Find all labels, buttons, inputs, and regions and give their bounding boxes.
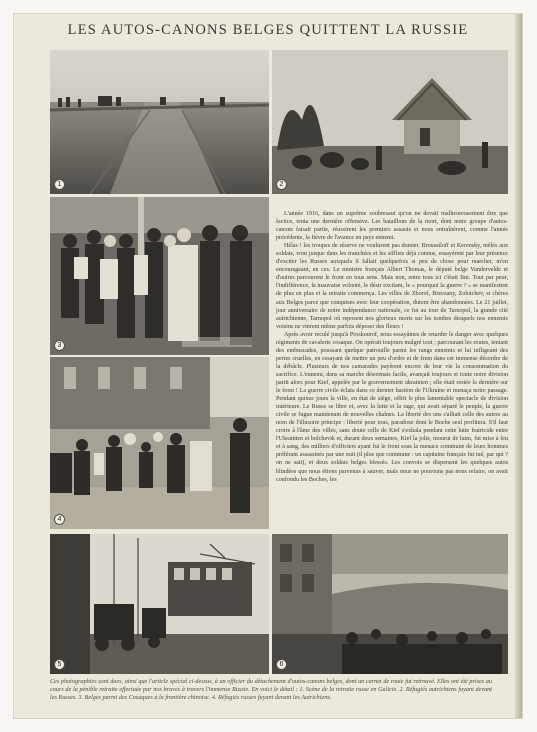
photo-number-badge: 2 xyxy=(276,179,287,190)
photo-6-image xyxy=(272,534,508,674)
article-paragraph: L'année 1916, dans un suprême soubresaut qu'on ne devait malheureusement être que factice, tenta une dernière offensive. Les bataillons de la mort, dont notre groupe d'autos-canons faisait partie, réussirent les premiers assauts et nous entraînèrent, comme l'année précédente, la fièvre de l'avance en pays ennemi. xyxy=(276,211,508,242)
photo-caption: Ces photographies sont dues, ainsi que l'article spécial ci-dessus, à un officier du détachement d'autos-canons belges, dont un carnet de route fut retrouvé. Elles ont été prises au cours de la pénible retraite effectuée par nos braves à travers l'immense Russie. En voici le détail : 1. Scène de la retraite russe en Galicie. 2. Réfugiés autrichiens fuyant devant les Russes. 3. Belges parmi des Cosaques à la frontière chinoise. 4. Réfugiés russes fuyant devant les Autrichiens. xyxy=(50,678,492,702)
article-paragraph: Hélas ! les troupes de réserve ne voulurent pas donner. Broussiloff et Kerensky, mêlés aux soldats, vont jusque dans les tranchées et les sifflets déjà connus, essayèrent par leur présence d'exciter les Russes auxquels il fallait quelquefois si peu de chose pour marcher, m'en encourageant, en ces. Le ministre français Albert Thomas, le député belge Vandervelde et d'autres parcourent le front en tous sens. Mais non, entre tous ici c'était fini. Tout par peur, l'indifférence, la mauvaise volonté, le désir excitant, le « pourquoi la guerre ? » se manifestent de plus en plus et la retraite commença. Les villes de Zborof, Brzezany, Zolotchev, si chères aux Belges parce que conquises avec leur coopération, durent être abandonnées. Le 21 juillet, jour anniversaire de notre indépendance nationale, ce fut au tour de Tarnopol, la grande cité autrichienne, Tarnopol où reposent nos glorieux morts sur les tombes desquels nos ennemis voisins ne vinrent même parfois déposer des fleurs ! xyxy=(276,243,508,330)
page-headline: LES AUTOS-CANONS BELGES QUITTENT LA RUSSIE xyxy=(67,22,469,38)
photo-number-badge: 6 xyxy=(276,659,287,670)
page-binding-shadow xyxy=(515,14,522,718)
article-paragraph: Après avoir reculé jusqu'à Proskourof, nous essayâmes de retarder le danger avec quelques régiments de cavalerie cosaque. On opérait toujours malgré tout ; parcourant les routes, tentant des embuscades, poussant quelque patrouille parmi les rangs ennemis et lui infligeant des pertes cruelles, en essayant de mettre un peu d'ordre et de frein dans cet immense désordre de la débâcle. Plusieurs de nos camarades payèrent encore de leur vie la consommation du sacrifice. L'ennemi, dans sa marche désormais facile, avançait toujours et toute notre division partit alors pour Kief, appelée par le gouvernement ukrainien ; elle était restée la dernière sur le front ! La guerre civile éclata dans ce dernier bastion de l'Ukraine et menaça notre passage. Pendant quinze jours la ville, en état de siège, offrit le plus lamentable spectacle de division intérieure. Le Russe se libre et, avec la lutte et la rage, qui avait séparé le peuple, la guerre civile se fugue maintenant de nouvelles chaînes. La liberté des uns s'alliait celle des autres au nom de l'illusoire principe : liberté pour tous, paradoxe dont le Boche seul profitera. S'il faut croire à l'âme des villes, sans doute celle de Kief s'exhala pendant cette lutte fratricide entre l'Ukrainien et bolchevik et, durant deux semaines, Kief la jolie, mourut de faim, fut mise à feu et à sang, des milliers d'officiers ayant fui le front sous la menace commune de leurs hommes préférant assassinés par une nuit (il plus que commune : un capitaine français fut tué, par qui ? on ne sait), et deux soldats belges blessés. Les convois se dispersent les quelques autos blindées que nous étions parvenus à sauver, mais nous ne pouvions pas nous refaire, on avait confondu les Boches, les xyxy=(276,331,508,483)
magazine-page xyxy=(14,14,522,718)
photo-1-image xyxy=(50,50,269,194)
photo-3-image xyxy=(50,197,269,355)
photo-4 xyxy=(50,357,269,529)
article-body xyxy=(276,210,508,544)
photo-number-badge: 1 xyxy=(54,179,65,190)
photo-1 xyxy=(50,50,269,194)
photo-2 xyxy=(272,50,508,194)
photo-5-image xyxy=(50,534,269,674)
photo-5 xyxy=(50,534,269,674)
photo-number-badge: 3 xyxy=(54,340,65,351)
photo-2-image xyxy=(272,50,508,194)
photo-3 xyxy=(50,197,269,355)
photo-6 xyxy=(272,534,508,674)
photo-4-image xyxy=(50,357,269,529)
photo-number-badge: 5 xyxy=(54,659,65,670)
photo-number-badge: 4 xyxy=(54,514,65,525)
